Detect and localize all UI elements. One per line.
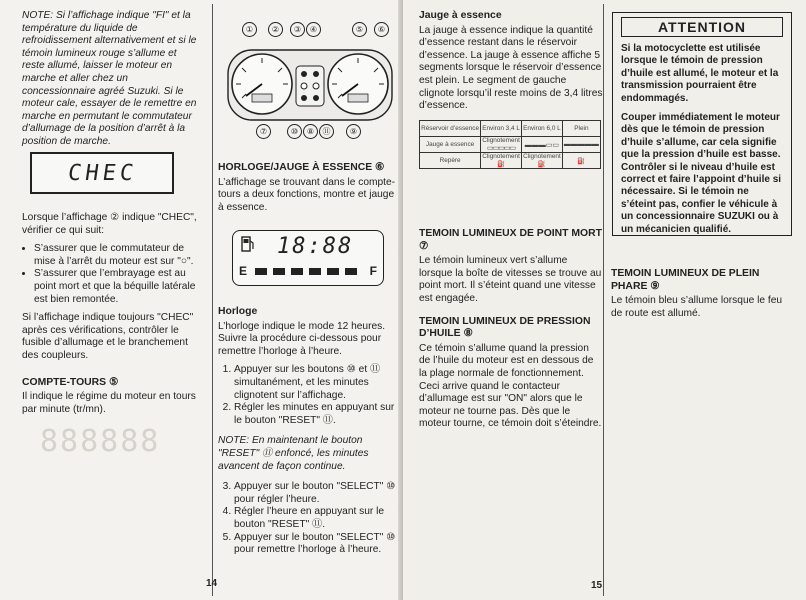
- table-row: [420, 153, 601, 169]
- lcd-empty-label: E: [239, 264, 248, 278]
- instrument-cluster-illustration: [226, 44, 394, 122]
- chec-section: [22, 212, 202, 422]
- clock-section: [218, 156, 396, 220]
- lcd-full-label: F: [369, 264, 377, 278]
- callout-1: ①: [242, 22, 257, 37]
- table-cell-note: Clignotement: [482, 137, 520, 144]
- clock-steps-a: [218, 364, 398, 427]
- table-cell: Réservoir d’essence: [420, 121, 481, 137]
- clock-intro: L’affichage se trouvant dans le compte-tours a deux fonctions, montre et jauge à essence.: [218, 176, 396, 213]
- attention-box: [612, 12, 792, 236]
- callout-10: ⑩: [287, 124, 302, 139]
- attention-body: [613, 37, 791, 236]
- page-number-right: 15: [591, 580, 603, 591]
- chec-after: Si l’affichage indique toujours "CHEC" après ces vérifications, contrôler le fusible d’allumage et le branchement des coupleurs.: [22, 312, 194, 361]
- fuel-gauge-section: [419, 10, 603, 119]
- fuel-segment: [291, 268, 303, 275]
- fi-note: NOTE: Si l’affichage indique "FI" et la température du liquide de refroidissement alternativement et si le témoin lumineux rouge s’allume et reste allumé, laisser le moteur en marche et aller chez un concessionnaire agréé Suzuki. Si le moteur cale, essayer de le remettre en marche en permutant le commutateur d’allumage de la position d’arrêt à la position de marche.: [22, 10, 197, 147]
- attention-paragraph: Couper immédiatement le moteur dès que le témoin de pression d’huile s’allume, car cela signifie que la pression d’huile est basse. Contrôler si le niveau d’huile est correct et faire l’appoint d’huile si nécessaire. Si le témoin ne s’éteint pas, confier le véhicule à un concessionnaire SUZUKI ou à un mécanicien qualifié.: [621, 112, 782, 235]
- callout-7: ⑦: [256, 124, 271, 139]
- callout-11: ⑪: [319, 124, 334, 139]
- table-cell: [562, 137, 600, 153]
- neutral-text: Le témoin lumineux vert s’allume lorsque la boîte de vitesses se trouve au point mort. Il s’éteint quand une vitesse est engagée.: [419, 255, 602, 304]
- gauge-segments-one: ▭▭▭▭▭: [487, 145, 516, 152]
- horloge-section: [218, 300, 398, 563]
- fuel-pump-icon: ⛽: [497, 161, 506, 168]
- clock-heading: HORLOGE/JAUGE À ESSENCE ⑥: [218, 162, 385, 173]
- horloge-heading: Horloge: [218, 306, 258, 317]
- highbeam-section: [611, 262, 795, 326]
- table-row: [420, 137, 601, 153]
- table-cell: [562, 153, 600, 169]
- clock-steps-b: [218, 481, 398, 557]
- tachometer-text: Il indique le régime du moteur en tours par minute (tr/mn).: [22, 391, 196, 415]
- fuel-pump-icon: [241, 235, 255, 253]
- gauge-segments-three: ▬▬▬▭▭: [524, 141, 560, 149]
- oil-pressure-heading: TEMOIN LUMINEUX DE PRESSION D’HUILE ⑧: [419, 315, 591, 340]
- attention-title: ATTENTION: [621, 17, 783, 37]
- fuel-pump-icon: ⛽: [577, 157, 586, 165]
- callout-8: ⑧: [303, 124, 318, 139]
- fuel-segment: [345, 268, 357, 275]
- fuel-gauge-table: [419, 120, 601, 169]
- attention-paragraph: Si la motocyclette est utilisée lorsque le témoin de pression d’huile est allumé, le moteur et la transmission pourraient être endommagés.: [621, 43, 779, 104]
- chec-item: • S’assurer que l’embrayage est au point mort et que la béquille latérale est bien remontée.: [34, 268, 202, 306]
- chec-intro: Lorsque l’affichage ② indique "CHEC", vérifier ce qui suit:: [22, 212, 197, 236]
- table-cell: Repère: [420, 153, 481, 169]
- fuel-gauge-text: La jauge à essence indique la quantité d’essence restant dans le réservoir d’essence. La jauge à essence affiche 5 segments lorsque le réservoir d’essence est plein. Le segment de gauche clignote lorsqu’il reste moins de 3,4 litres d’essence.: [419, 24, 603, 112]
- fuel-segment: [309, 268, 321, 275]
- clock-step: 1. Appuyer sur les boutons ⑩ et ⑪ simultanément, et les minutes clignotent sur l’affichage.: [234, 364, 398, 402]
- table-cell: Jauge à essence: [420, 137, 481, 153]
- table-cell: [481, 137, 522, 153]
- fuel-segment: [255, 268, 267, 275]
- column-divider: [603, 4, 604, 596]
- gauge-segments-full: ▬▬▬▬▬: [563, 141, 599, 148]
- fuel-gauge-heading: Jauge à essence: [419, 10, 502, 21]
- fuel-pump-icon: ⛽: [537, 161, 546, 168]
- horloge-text: L’horloge indique le mode 12 heures. Suivre la procédure ci-dessous pour remettre l’horloge à l’heure.: [218, 320, 386, 357]
- callout-4: ④: [306, 22, 321, 37]
- chec-lcd-display: [30, 152, 174, 194]
- table-cell: Plein: [562, 121, 600, 137]
- highbeam-text: Le témoin bleu s’allume lorsque le feu de route est allumé.: [611, 295, 783, 319]
- clock-step: 4. Régler l’heure en appuyant sur le bouton "RESET" ⑪.: [234, 506, 398, 531]
- callout-6: ⑥: [374, 22, 389, 37]
- table-cell: Environ 6,0 L: [521, 121, 562, 137]
- oil-pressure-text: Ce témoin s’allume quand la pression de l’huile du moteur est en dessous de la plage normale de fonctionnement. Ceci arrive quand le contacteur d’allumage est sur "ON" alors que le moteur ne tourne pas. Dès que le moteur tourne, ce témoin doit s’éteindre.: [419, 342, 602, 430]
- clock-step: 2. Régler les minutes en appuyant sur le bouton "RESET" ⑪.: [234, 402, 398, 427]
- table-cell: Environ 3,4 L: [481, 121, 522, 137]
- table-cell: [521, 137, 562, 153]
- tachometer-heading: COMPTE-TOURS ⑤: [22, 376, 119, 388]
- clock-step: 3. Appuyer sur le bouton "SELECT" ⑩ pour régler l’heure.: [234, 481, 398, 506]
- chec-display-text: CHEC: [65, 160, 139, 186]
- callout-3: ③: [290, 22, 305, 37]
- callout-2: ②: [268, 22, 283, 37]
- fuel-segment: [327, 268, 339, 275]
- table-cell-note: Clignotement: [482, 153, 520, 160]
- column-divider: [212, 4, 213, 596]
- callout-5: ⑤: [352, 22, 367, 37]
- clock-fuel-lcd: [232, 230, 384, 286]
- highbeam-heading: TEMOIN LUMINEUX DE PLEIN PHARE ⑨: [611, 268, 760, 292]
- faded-odometer: 888888: [40, 424, 161, 459]
- table-row: [420, 121, 601, 137]
- chec-item: • S’assurer que le commutateur de mise à l’arrêt du moteur est sur "○".: [34, 243, 202, 268]
- indicator-section: [419, 222, 603, 437]
- table-cell-note: Clignotement: [523, 153, 561, 160]
- callout-9: ⑨: [346, 124, 361, 139]
- reset-note: NOTE: En maintenant le bouton "RESET" ⑪ enfoncé, les minutes avancent de façon continue.: [218, 435, 369, 472]
- lcd-clock-time: 18:88: [277, 234, 354, 259]
- clock-step: 5. Appuyer sur le bouton "SELECT" ⑩ pour remettre l’horloge à l’heure.: [234, 532, 398, 557]
- table-cell: [481, 153, 522, 169]
- neutral-heading: TEMOIN LUMINEUX DE POINT MORT ⑦: [419, 228, 602, 252]
- page-number-left: 14: [206, 578, 218, 589]
- chec-checklist: [22, 243, 202, 306]
- table-cell: [521, 153, 562, 169]
- fuel-segment: [273, 268, 285, 275]
